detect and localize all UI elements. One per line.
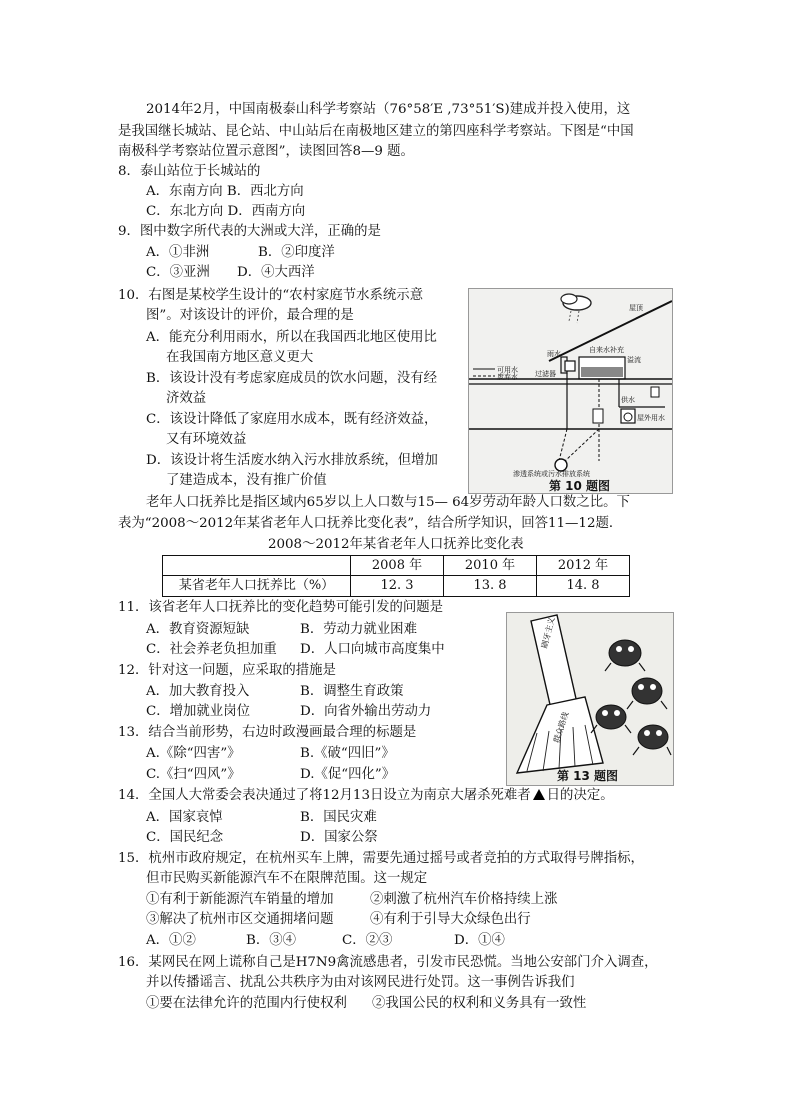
figure-10-water-system — [468, 288, 673, 494]
question-10-option-d-2: 了建造成本，没有推广价值 — [166, 473, 327, 488]
question-10-option-b-1: B．该设计没有考虑家庭成员的饮水问题，没有经 — [146, 371, 438, 386]
data-table — [162, 555, 630, 597]
figure-13-handle-text: 刷牙主义 — [539, 616, 557, 650]
figure-10-label-usable: 可用水 — [497, 366, 518, 374]
question-11-option-a: A．教育资源短缺 — [146, 622, 250, 637]
question-12-stem: 12．针对这一问题，应采取的措施是 — [118, 663, 336, 678]
intro-line-2: 是我国继长城站、昆仑站、中山站后在南极地区建立的第四座科学考察站。下图是“中国 — [118, 124, 634, 139]
question-9-option-d: D．④大西洋 — [237, 265, 315, 280]
question-15-choice-b: B．③④ — [246, 933, 297, 948]
question-8-options-1: A．东南方向 B．西北方向 — [146, 184, 304, 199]
table-title: 2008～2012年某省老年人口抚养比变化表 — [268, 537, 524, 552]
question-10-option-a-1: A．能充分利用雨水，所以在我国西北地区使用比 — [146, 330, 437, 345]
question-15-statement-1: ①有利于新能源汽车销量的增加 — [146, 892, 334, 907]
question-9-option-a: A．①非洲 — [146, 245, 210, 260]
table-value-2010: 13. 8 — [473, 578, 507, 593]
question-10-stem-1: 10．右图是某校学生设计的“农村家庭节水系统示意 — [118, 288, 424, 303]
question-10-option-a-2: 在我国南方地区意义更大 — [166, 350, 314, 365]
question-15-stem-1: 15．杭州市政府规定，在杭州买车上牌，需要先通过摇号或者竞拍的方式取得号牌指标， — [118, 851, 644, 866]
question-15-statement-4: ④有利于引导大众绿色出行 — [370, 912, 531, 927]
question-12-option-c: C．增加就业岗位 — [146, 704, 250, 719]
table-col-2012: 2012 年 — [557, 558, 609, 573]
question-14-stem — [118, 786, 614, 806]
broom-cartoon-drawing — [507, 613, 673, 785]
question-8-stem: 8．泰山站位于长城站的 — [118, 164, 261, 179]
intro-line-1: 2014年2月，中国南极泰山科学考察站（76°58′E ,73°51′S)建成并投入使用，这 — [146, 102, 631, 117]
figure-10-caption: 第 10 题图 — [549, 479, 611, 493]
question-11-option-c: C．社会养老负担加重 — [146, 642, 277, 657]
question-13-option-d: D.《促“四化”》 — [300, 767, 396, 782]
question-16-stem-1: 16．某网民在网上谎称自己是H7N9禽流感患者，引发市民恐慌。当地公安部门介入调查， — [118, 955, 658, 970]
question-15-statement-2: ②刺激了杭州汽车价格持续上涨 — [370, 892, 558, 907]
question-9-stem: 9．图中数字所代表的大洲或大洋，正确的是 — [118, 224, 381, 239]
question-10-option-c-2: 又有环境效益 — [166, 432, 247, 447]
question-10-option-d-1: D．该设计将生活废水纳入污水排放系统，但增加 — [146, 453, 438, 468]
question-15-stem-2: 但市民购买新能源汽车不在限牌范围。这一规定 — [146, 871, 428, 886]
table-col-2008: 2008 年 — [371, 558, 423, 573]
water-system-diagram — [469, 289, 672, 493]
question-16-statement-2: ②我国公民的权利和义务具有一致性 — [372, 996, 587, 1011]
figure-10-label-supply: 供水 — [621, 396, 635, 404]
figure-10-label-sewer: 渗透系统或污水排放系统 — [513, 470, 590, 478]
question-15-choice-a: A．①② — [146, 933, 196, 948]
figure-10-label-outdoor: 屋外用水 — [637, 414, 665, 422]
question-14-stem-after: 日的决定。 — [546, 788, 614, 803]
figure-10-label-filter: 过滤器 — [535, 370, 556, 378]
question-15-choice-c: C．②③ — [342, 933, 393, 948]
blank-triangle-icon — [533, 789, 545, 800]
question-16-statement-1: ①要在法律允许的范围内行使权利 — [146, 996, 347, 1011]
question-11-stem: 11．该省老年人口抚养比的变化趋势可能引发的问题是 — [118, 600, 444, 615]
question-16-stem-2: 并以传播谣言、扰乱公共秩序为由对该网民进行处罚。这一事例告诉我们 — [146, 975, 575, 990]
question-10-option-b-2: 济效益 — [166, 391, 207, 406]
figure-10-label-tap-water: 自来水补充 — [589, 346, 624, 354]
figure-13-caption: 第 13 题图 — [557, 769, 619, 783]
question-11-option-d: D．人口向城市高度集中 — [300, 642, 445, 657]
figure-10-label-roof: 屋顶 — [629, 304, 643, 312]
figure-10-label-waste: 废弃水 — [497, 373, 518, 381]
figure-13-cartoon — [506, 612, 674, 786]
question-12-option-a: A．加大教育投入 — [146, 684, 250, 699]
question-13-stem: 13．结合当前形势，右边时政漫画最合理的标题是 — [118, 725, 417, 740]
question-14-option-c: C．国民纪念 — [146, 830, 224, 845]
table-value-2012: 14. 8 — [566, 578, 600, 593]
figure-13-broom-text: 群众路线 — [551, 710, 571, 745]
intro-11-12-line-2: 表为“2008～2012年某省老年人口抚养比变化表”，结合所学知识，回答11—12题． — [118, 516, 623, 531]
table-value-2008: 12. 3 — [380, 578, 414, 593]
question-9-option-c: C．③亚洲 — [146, 265, 210, 280]
question-15-statement-3: ③解决了杭州市区交通拥堵问题 — [146, 912, 334, 927]
question-14-stem-before: 14．全国人大常委会表决通过了将12月13日设立为南京大屠杀死难者 — [118, 788, 531, 803]
question-14-option-a: A．国家哀悼 — [146, 810, 223, 825]
table-row-header: 某省老年人口抚养比（%） — [178, 578, 335, 593]
intro-11-12-line-1: 老年人口抚养比是指区域内65岁以上人口数与15— 64岁劳动年龄人口数之比。下 — [146, 495, 630, 510]
question-13-option-b: B.《破“四旧”》 — [300, 746, 395, 761]
question-12-option-d: D．向省外输出劳动力 — [300, 704, 432, 719]
table-col-2010: 2010 年 — [464, 558, 516, 573]
question-13-option-a: A.《除“四害”》 — [146, 746, 241, 761]
question-13-option-c: C.《扫“四风”》 — [146, 767, 241, 782]
figure-10-label-rain: 雨水 — [547, 350, 561, 358]
figure-10-label-overflow: 溢流 — [627, 356, 641, 364]
question-14-option-d: D．国家公祭 — [300, 830, 378, 845]
question-14-option-b: B．国民灾难 — [300, 810, 377, 825]
question-9-option-b: B．②印度洋 — [258, 245, 335, 260]
question-10-stem-2: 图”。对该设计的评价，最合理的是 — [146, 308, 354, 323]
intro-line-3: 南极科学考察站位置示意图”，读图回答8—9 题。 — [118, 144, 414, 159]
question-8-options-2: C．东北方向 D．西南方向 — [146, 204, 306, 219]
question-10-option-c-1: C．该设计降低了家庭用水成本，既有经济效益， — [146, 412, 438, 427]
question-12-option-b: B．调整生育政策 — [300, 684, 404, 699]
question-11-option-b: B．劳动力就业困难 — [300, 622, 417, 637]
question-15-choice-d: D．①④ — [454, 933, 505, 948]
